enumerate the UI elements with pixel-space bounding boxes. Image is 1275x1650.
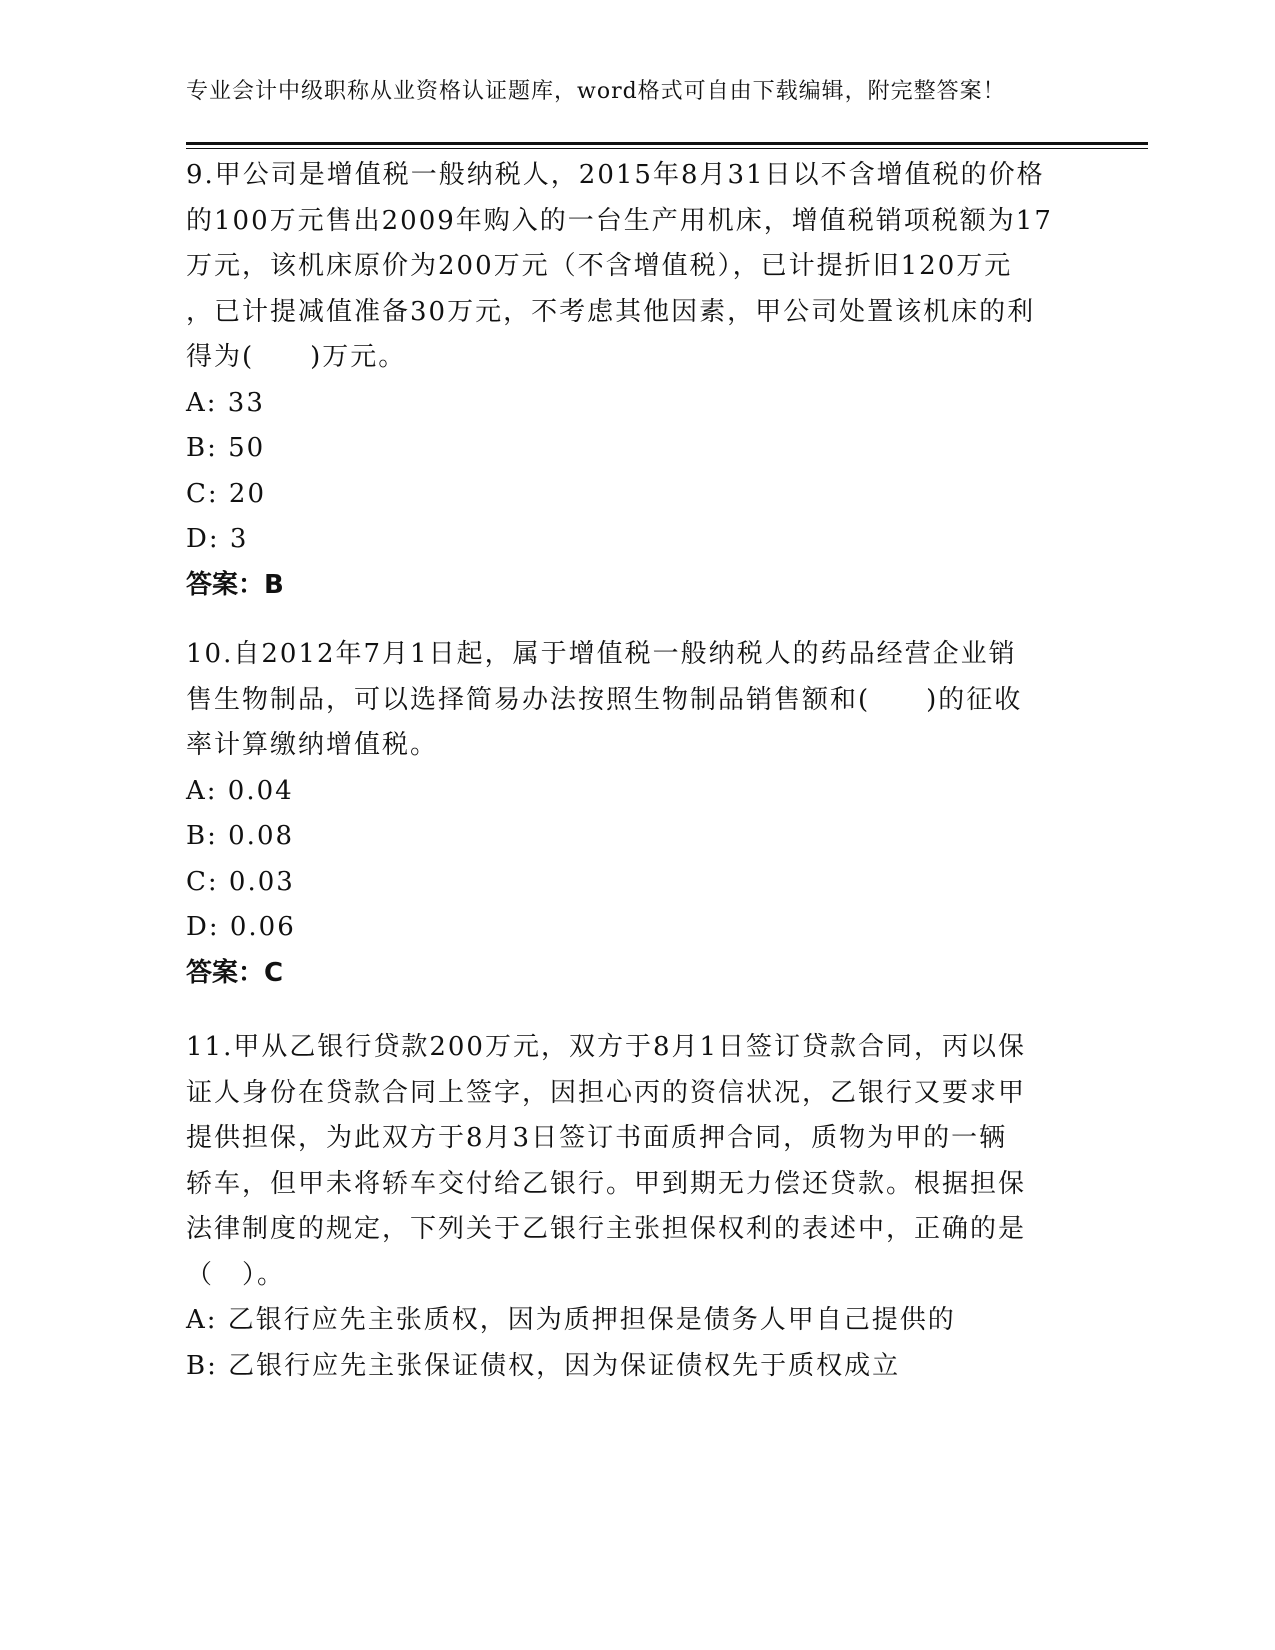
question-10 bbox=[186, 632, 1086, 996]
question-line: ，已计提减值准备30万元，不考虑其他因素，甲公司处置该机床的利 bbox=[186, 296, 1036, 327]
option-b: B: 乙银行应先主张保证债权，因为保证债权先于质权成立 bbox=[186, 1350, 901, 1381]
question-line: 提供担保，为此双方于8月3日签订书面质押合同，质物为甲的一辆 bbox=[186, 1123, 1008, 1153]
answer: 答案：C bbox=[186, 957, 284, 988]
question-line: 法律制度的规定，下列关于乙银行主张担保权利的表述中，正确的是 bbox=[186, 1214, 1027, 1244]
option-a: A: 乙银行应先主张质权，因为质押担保是债务人甲自己提供的 bbox=[186, 1305, 956, 1335]
question-line: 万元，该机床原价为200万元（不含增值税），已计提折旧120万元 bbox=[186, 251, 1013, 281]
question-line: 售生物制品，可以选择简易办法按照生物制品销售额和( )的征收 bbox=[186, 684, 1023, 715]
option-c: C: 0.03 bbox=[186, 866, 295, 897]
question-line: 的100万元售出2009年购入的一台生产用机床，增值税销项税额为17 bbox=[186, 205, 1053, 236]
option-d: D: 0.06 bbox=[186, 912, 296, 942]
header-divider-thin bbox=[186, 148, 1148, 149]
question-text bbox=[186, 632, 1086, 769]
question-line: 得为( )万元。 bbox=[186, 342, 407, 372]
question-line: 率计算缴纳增值税。 bbox=[186, 730, 439, 760]
question-text bbox=[186, 1025, 1086, 1298]
option-a: A: 0.04 bbox=[186, 775, 294, 806]
option-b: B: 50 bbox=[186, 433, 266, 463]
question-line: 9.甲公司是增值税一般纳税人，2015年8月31日以不含增值税的价格 bbox=[186, 160, 1045, 190]
question-line: 11.甲从乙银行贷款200万元，双方于8月1日签订贷款合同，丙以保 bbox=[186, 1032, 1027, 1062]
question-9 bbox=[186, 153, 1086, 608]
option-b: B: 0.08 bbox=[186, 821, 295, 851]
answer: 答案：B bbox=[186, 569, 284, 600]
question-line: 10.自2012年7月1日起，属于增值税一般纳税人的药品经营企业销 bbox=[186, 639, 1017, 669]
option-d: D: 3 bbox=[186, 524, 249, 554]
question-line: 轿车，但甲未将轿车交付给乙银行。甲到期无力偿还贷款。根据担保 bbox=[186, 1168, 1027, 1199]
question-text bbox=[186, 153, 1086, 381]
question-line: 证人身份在贷款合同上签字，因担心丙的资信状况，乙银行又要求甲 bbox=[186, 1077, 1027, 1108]
question-line: （ ）。 bbox=[186, 1259, 286, 1290]
document-header: 专业会计中级职称从业资格认证题库，word格式可自由下载编辑，附完整答案！ bbox=[186, 79, 1006, 104]
question-11 bbox=[186, 1025, 1086, 1389]
option-c: C: 20 bbox=[186, 478, 267, 509]
header-divider-thick bbox=[186, 142, 1148, 145]
option-a: A: 33 bbox=[186, 387, 265, 418]
